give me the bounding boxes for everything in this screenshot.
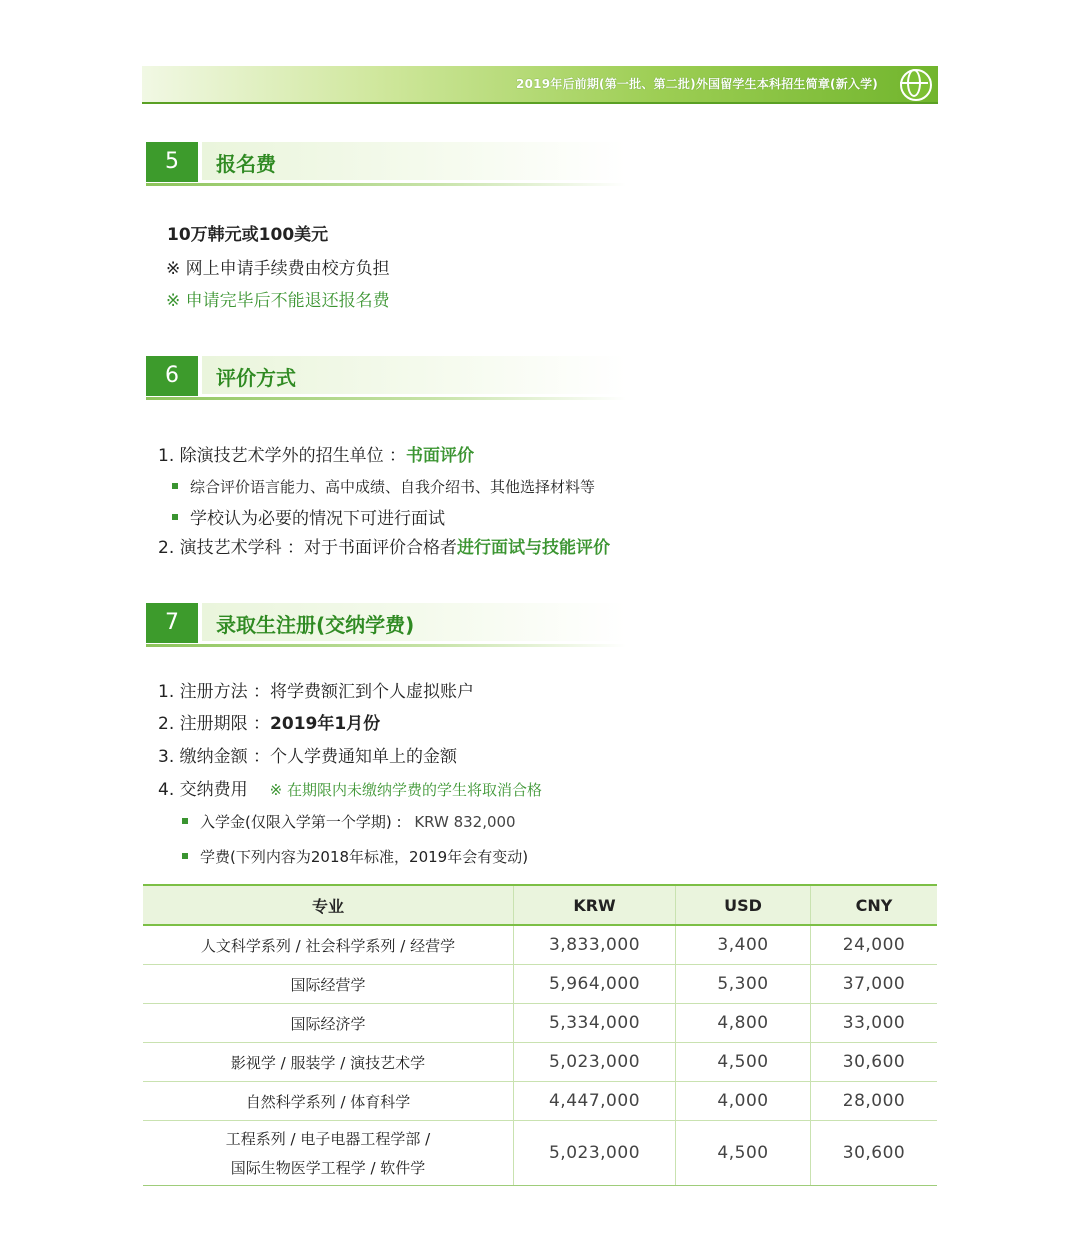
major-cell: 影视学 / 服装学 / 演技艺术学 — [143, 1043, 514, 1082]
section-7-header — [146, 603, 626, 643]
cny-cell: 30,600 — [811, 1043, 938, 1082]
major-cell: 国际经济学 — [143, 1004, 514, 1043]
fee-note: ※ 网上申请手续费由校方负担 — [166, 259, 390, 279]
cny-cell: 30,600 — [811, 1121, 938, 1186]
registration-item-4: 4. 交纳费用 ※ 在期限内未缴纳学费的学生将取消合格 — [158, 780, 542, 800]
section-title: 评价方式 — [216, 366, 296, 390]
highlight-text: 进行面试与技能评价 — [457, 538, 611, 558]
section-number: 5 — [146, 142, 198, 182]
krw-cell: 4,447,000 — [514, 1082, 676, 1121]
krw-cell: 5,023,000 — [514, 1121, 676, 1186]
krw-cell: 5,964,000 — [514, 965, 676, 1004]
entrance-fee-value: KRW 832,000 — [414, 813, 516, 831]
entrance-fee-line: 入学金(仅限入学第一个学期) : KRW 832,000 — [182, 811, 516, 832]
section-number: 7 — [146, 603, 198, 643]
globe-icon — [900, 69, 932, 101]
section-5-header — [146, 142, 626, 182]
table-row — [143, 1082, 937, 1121]
column-header-usd: USD — [676, 885, 811, 925]
major-cell: 人文科学系列 / 社会科学系列 / 经营学 — [143, 925, 514, 965]
tuition-note: 学费(下列内容为2018年标准，2019年会有变动) — [182, 846, 528, 867]
table-header-row — [143, 885, 937, 925]
table-row — [143, 965, 937, 1004]
evaluation-item-1: 1. 除演技艺术学外的招生单位 ：书面评价 — [158, 446, 475, 466]
highlight-text: 书面评价 — [406, 446, 475, 466]
major-cell: 工程系列 / 电子电器工程学部 / 国际生物医学工程学 / 软件学 — [143, 1121, 514, 1186]
cny-cell: 24,000 — [811, 925, 938, 965]
payment-warning: ※ 在期限内未缴纳学费的学生将取消合格 — [269, 781, 542, 799]
cny-cell: 28,000 — [811, 1082, 938, 1121]
evaluation-bullet: 综合评价语言能力、高中成绩、自我介绍书、其他选择材料等 — [172, 476, 595, 497]
usd-cell: 4,500 — [676, 1121, 811, 1186]
cny-cell: 37,000 — [811, 965, 938, 1004]
usd-cell: 4,000 — [676, 1082, 811, 1121]
usd-cell: 4,500 — [676, 1043, 811, 1082]
registration-item-3: 3. 缴纳金额 ：个人学费通知单上的金额 — [158, 747, 458, 767]
tuition-table — [143, 884, 937, 1186]
major-cell: 国际经营学 — [143, 965, 514, 1004]
krw-cell: 5,334,000 — [514, 1004, 676, 1043]
bullet-icon — [182, 818, 188, 824]
table-row — [143, 925, 937, 965]
column-header-major: 专业 — [143, 885, 514, 925]
krw-cell: 5,023,000 — [514, 1043, 676, 1082]
table-row — [143, 1121, 937, 1186]
usd-cell: 3,400 — [676, 925, 811, 965]
column-header-cny: CNY — [811, 885, 938, 925]
page-header-banner — [142, 66, 938, 104]
registration-item-2: 2. 注册期限 ：2019年1月份 — [158, 714, 381, 734]
major-cell: 自然科学系列 / 体育科学 — [143, 1082, 514, 1121]
bullet-icon — [172, 483, 178, 489]
section-title: 录取生注册(交纳学费) — [216, 613, 415, 637]
fee-amount: 10万韩元或100美元 — [167, 225, 329, 245]
cny-cell: 33,000 — [811, 1004, 938, 1043]
evaluation-item-2: 2. 演技艺术学科 ：对于书面评价合格者进行面试与技能评价 — [158, 538, 611, 558]
fee-note-refund: ※ 申请完毕后不能退还报名费 — [166, 291, 390, 311]
table-row — [143, 1043, 937, 1082]
column-header-krw: KRW — [514, 885, 676, 925]
bullet-icon — [172, 514, 178, 520]
registration-deadline: 2019年1月份 — [270, 714, 381, 734]
usd-cell: 4,800 — [676, 1004, 811, 1043]
bullet-icon — [182, 853, 188, 859]
header-title: 2019年后前期(第一批、第二批)外国留学生本科招生简章(新入学) — [516, 77, 878, 91]
section-6-header — [146, 356, 626, 396]
evaluation-bullet: 学校认为必要的情况下可进行面试 — [172, 504, 445, 529]
registration-item-1: 1. 注册方法 ：将学费额汇到个人虚拟账户 — [158, 682, 475, 702]
krw-cell: 3,833,000 — [514, 925, 676, 965]
section-number: 6 — [146, 356, 198, 396]
section-title: 报名费 — [216, 152, 276, 176]
usd-cell: 5,300 — [676, 965, 811, 1004]
table-row — [143, 1004, 937, 1043]
